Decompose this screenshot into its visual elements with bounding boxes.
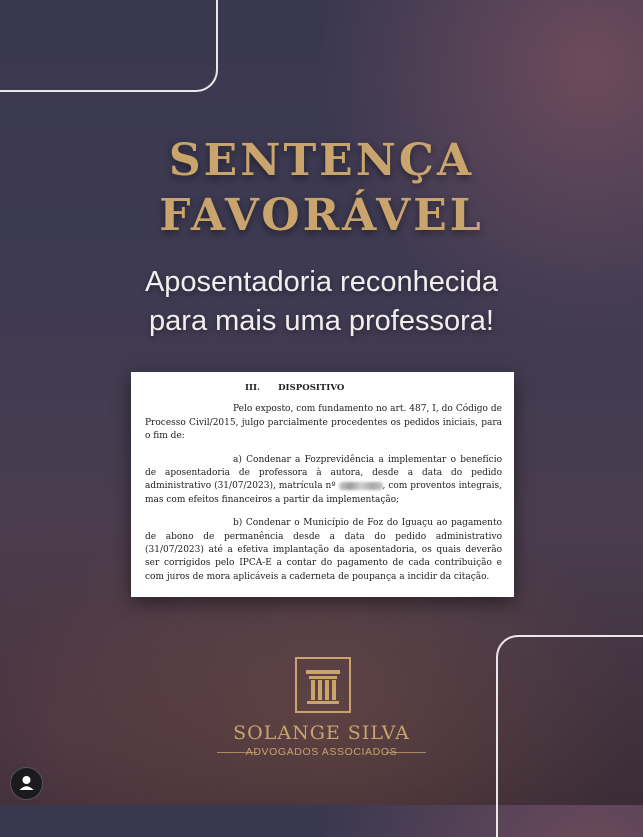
brand-name: SOLANGE SILVA <box>233 722 410 744</box>
profile-avatar[interactable] <box>10 767 43 800</box>
document-intro-paragraph: Pelo exposto, com fundamento no art. 487, I, do Código de Processo Civil/2015, julgo parcialmente procedentes os pedidos iniciais, para o fim de: <box>145 404 502 442</box>
document-item-a <box>145 454 502 508</box>
item-a-text-after: , com proventos integrais, mas com efeitos financeiros a partir da implementação; <box>145 481 503 505</box>
headline-line-1: SENTENÇA <box>168 135 475 186</box>
subheadline-line-1: Aposentadoria reconhecida <box>144 266 499 298</box>
section-title: DISPOSITIVO <box>278 383 345 393</box>
column-icon <box>295 657 351 713</box>
redacted-registration-number <box>339 482 383 490</box>
decorative-frame-top-left <box>0 0 218 92</box>
user-icon <box>11 768 42 799</box>
headline-line-2: FAVORÁVEL <box>159 190 484 241</box>
document-section-heading <box>145 382 502 395</box>
court-document-excerpt <box>131 372 514 597</box>
subheadline-line-2: para mais uma professora! <box>149 305 494 337</box>
item-a-text-before: a) Condenar a Fozprevidência a implementar o benefício de aposentadoria de professora à autora, desde a data do pedido administrativo (31/07/2023), matrícula nº <box>145 454 502 492</box>
brand-tagline: ADVOGADOS ASSOCIADOS <box>245 746 398 758</box>
document-item-b: b) Condenar o Município de Foz do Iguaçu ao pagamento de abono de permanência desde a data do pedido administrativo (31/07/2023) até a efetiva implantação da aposentadoria, os quais deverão ser corrigidos pelo IPCA-E a contar do pagamento de cada contribuição e com juros de mora aplicáveis a caderneta de poupança a incidir da citação. <box>145 518 502 582</box>
section-number: III. <box>245 383 261 393</box>
